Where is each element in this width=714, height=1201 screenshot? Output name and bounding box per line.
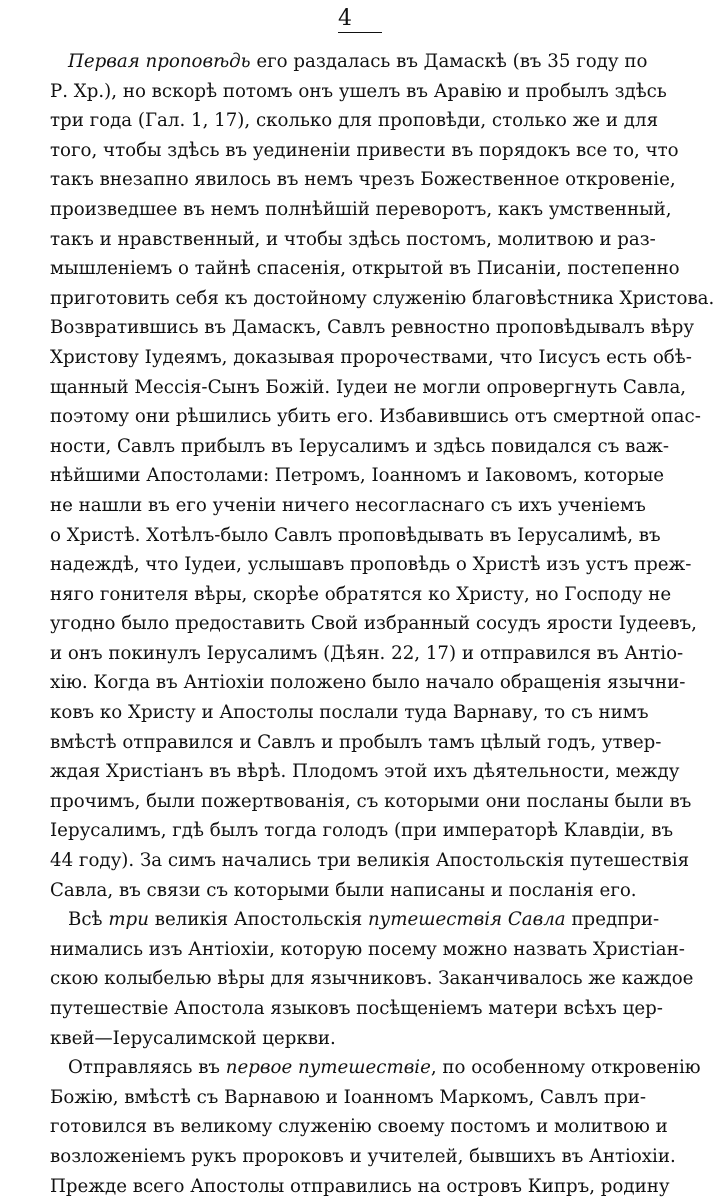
text-run: квей—Іерусалимской церкви.: [50, 1027, 336, 1049]
text-run: щанный Мессія-Сынъ Божій. Іудеи не могли опровергнуть Савла,: [50, 376, 687, 398]
body-text: [50, 47, 714, 1201]
text-run: угодно было предоставить Свой избранный сосудъ ярости Іудеевъ,: [50, 613, 697, 635]
text-run: Возвратившись въ Дамаскъ, Савлъ ревностно проповѣдывалъ вѣру: [50, 317, 695, 339]
text-line: [50, 580, 672, 610]
text-run: мышленіемъ о тайнѣ спасенія, открытой въ Писаніи, постепенно: [50, 258, 680, 280]
text-line: [50, 639, 684, 669]
text-run: не нашли въ его ученіи ничего несогласнаго съ ихъ ученіемъ: [50, 494, 646, 516]
page-number: 4: [338, 6, 352, 31]
text-run: Отправляясь въ: [68, 1057, 226, 1079]
text-run: путешествіе Апостола языковъ посѣщеніемъ матери всѣхъ цер-: [50, 998, 663, 1019]
text-run: прочимъ, были пожертвованія, съ которыми они посланы были въ: [50, 790, 692, 812]
text-line: [50, 698, 649, 728]
text-line: [50, 964, 694, 994]
text-run: и онъ покинулъ Іерусалимъ (Дѣян. 22, 17) и отправился въ Антіо-: [50, 642, 684, 664]
text-line: [50, 816, 674, 846]
text-line: [50, 165, 676, 195]
text-run: приготовить себя къ достойному служенію благовѣстника Христова.: [50, 287, 714, 309]
paragraph-2: [50, 905, 694, 1053]
text-run: три года (Гал. 1, 17), сколько для проповѣди, столько же и для: [50, 110, 659, 132]
text-run: хію. Когда въ Антіохіи положено было начало обращенія язычни-: [50, 672, 686, 694]
text-line: [50, 668, 686, 698]
text-run: Божію, вмѣстѣ съ Варнавою и Іоанномъ Маркомъ, Савлъ при-: [50, 1086, 646, 1108]
text-run: его раздалась въ Дамаскѣ (въ 35 году по: [250, 51, 648, 72]
text-run: Прежде всего Апостолы отправились на островъ Кипръ, родину: [50, 1175, 670, 1197]
text-line: [50, 402, 701, 432]
text-line: [50, 757, 680, 787]
text-run: ковъ ко Христу и Апостолы послали туда Варнаву, то съ нимъ: [50, 702, 649, 724]
text-line: [50, 225, 656, 255]
text-line: [50, 373, 687, 403]
text-run: скою колыбелью вѣры для язычниковъ. Заканчивалось же каждое: [50, 968, 694, 990]
text-line: [50, 47, 648, 77]
paragraph-3: [50, 1053, 701, 1201]
text-line: [50, 491, 646, 521]
text-line: [50, 1024, 640, 1054]
text-line: [50, 521, 661, 551]
text-line: [50, 195, 672, 225]
text-run: ждая Христіанъ въ вѣрѣ. Плодомъ этой ихъ дѣятельности, между: [50, 761, 680, 783]
text-line: [50, 1083, 646, 1113]
text-run: готовился въ великому служенію своему постомъ и молитвою и: [50, 1116, 668, 1138]
text-line: [50, 876, 640, 906]
text-run: вмѣстѣ отправился и Савлъ и пробылъ тамъ цѣлый годъ, утвер-: [50, 731, 662, 753]
text-run: того, чтобы здѣсь въ уединеніи привести въ порядокъ все то, что: [50, 139, 679, 161]
paragraph-1: [50, 47, 714, 905]
text-line: [50, 905, 660, 935]
text-line: [50, 106, 659, 136]
text-line: [50, 550, 692, 580]
text-run: нѣйшими Апостолами: Петромъ, Іоанномъ и Іаковомъ, которые: [50, 465, 665, 487]
text-run: такъ внезапно явилось въ немъ чрезъ Божественное откровеніе,: [50, 169, 676, 191]
text-run: Савла, въ связи съ которыми были написаны и посланія его.: [50, 879, 637, 901]
text-line: [50, 1053, 701, 1083]
italic-phrase: путешествія Савла: [367, 909, 566, 931]
text-run: такъ и нравственный, и чтобы здѣсь постомъ, молитвою и раз-: [50, 228, 656, 250]
text-line: [50, 343, 692, 373]
text-line: [50, 1112, 668, 1142]
text-run: поэтому они рѣшились убить его. Избавившись отъ смертной опас-: [50, 406, 701, 428]
text-line: [50, 787, 692, 817]
italic-phrase: Первая проповѣдь: [68, 51, 251, 72]
text-run: Всѣ: [68, 909, 109, 931]
text-run: возложеніемъ рукъ пророковъ и учителей, бывшихъ въ Антіохіи.: [50, 1145, 676, 1167]
italic-phrase: три: [108, 909, 149, 931]
text-line: [50, 935, 685, 965]
text-run: Христову Іудеямъ, доказывая пророчествами, что Іисусъ есть обѣ-: [50, 346, 692, 368]
text-run: Р. Хр.), но вскорѣ потомъ онъ ушелъ въ Аравію и пробылъ здѣсь: [50, 80, 667, 102]
text-line: [50, 313, 695, 343]
page-number-rule: [338, 32, 382, 33]
text-line: [50, 136, 679, 166]
text-line: [50, 254, 680, 284]
text-run: 44 году). За симъ начались три великія Апостольскія путешествія: [50, 850, 690, 872]
text-line: [50, 1172, 670, 1201]
text-run: надеждѣ, что Іудеи, услышавъ проповѣдь о Христѣ изъ устъ преж-: [50, 554, 692, 576]
text-line: [50, 284, 714, 314]
text-line: [50, 846, 690, 876]
text-run: о Христѣ. Хотѣлъ-было Савлъ проповѣдывать въ Іерусалимѣ, въ: [50, 524, 661, 546]
italic-phrase: первое путешествіе: [225, 1057, 431, 1079]
text-line: [50, 609, 697, 639]
text-line: [50, 728, 662, 758]
text-run: ности, Савлъ прибылъ въ Іерусалимъ и здѣсь повидался съ важ-: [50, 435, 670, 457]
text-run: великія Апостольскія: [148, 909, 368, 931]
text-run: произведшее въ немъ полнѣйшій переворотъ, какъ умственный,: [50, 198, 672, 220]
text-line: [50, 432, 670, 462]
text-line: [50, 461, 665, 491]
text-line: [50, 994, 663, 1024]
text-run: , по особенному откровенію: [430, 1057, 701, 1079]
text-line: [50, 1142, 676, 1172]
text-line: [50, 77, 667, 107]
text-run: нимались изъ Антіохіи, которую посему можно назвать Христіан-: [50, 938, 685, 960]
text-run: Іерусалимъ, гдѣ былъ тогда голодъ (при императорѣ Клавдіи, въ: [50, 820, 674, 842]
text-run: предпри-: [565, 909, 660, 931]
text-run: няго гонителя вѣры, скорѣе обратятся ко Христу, но Господу не: [50, 583, 672, 605]
